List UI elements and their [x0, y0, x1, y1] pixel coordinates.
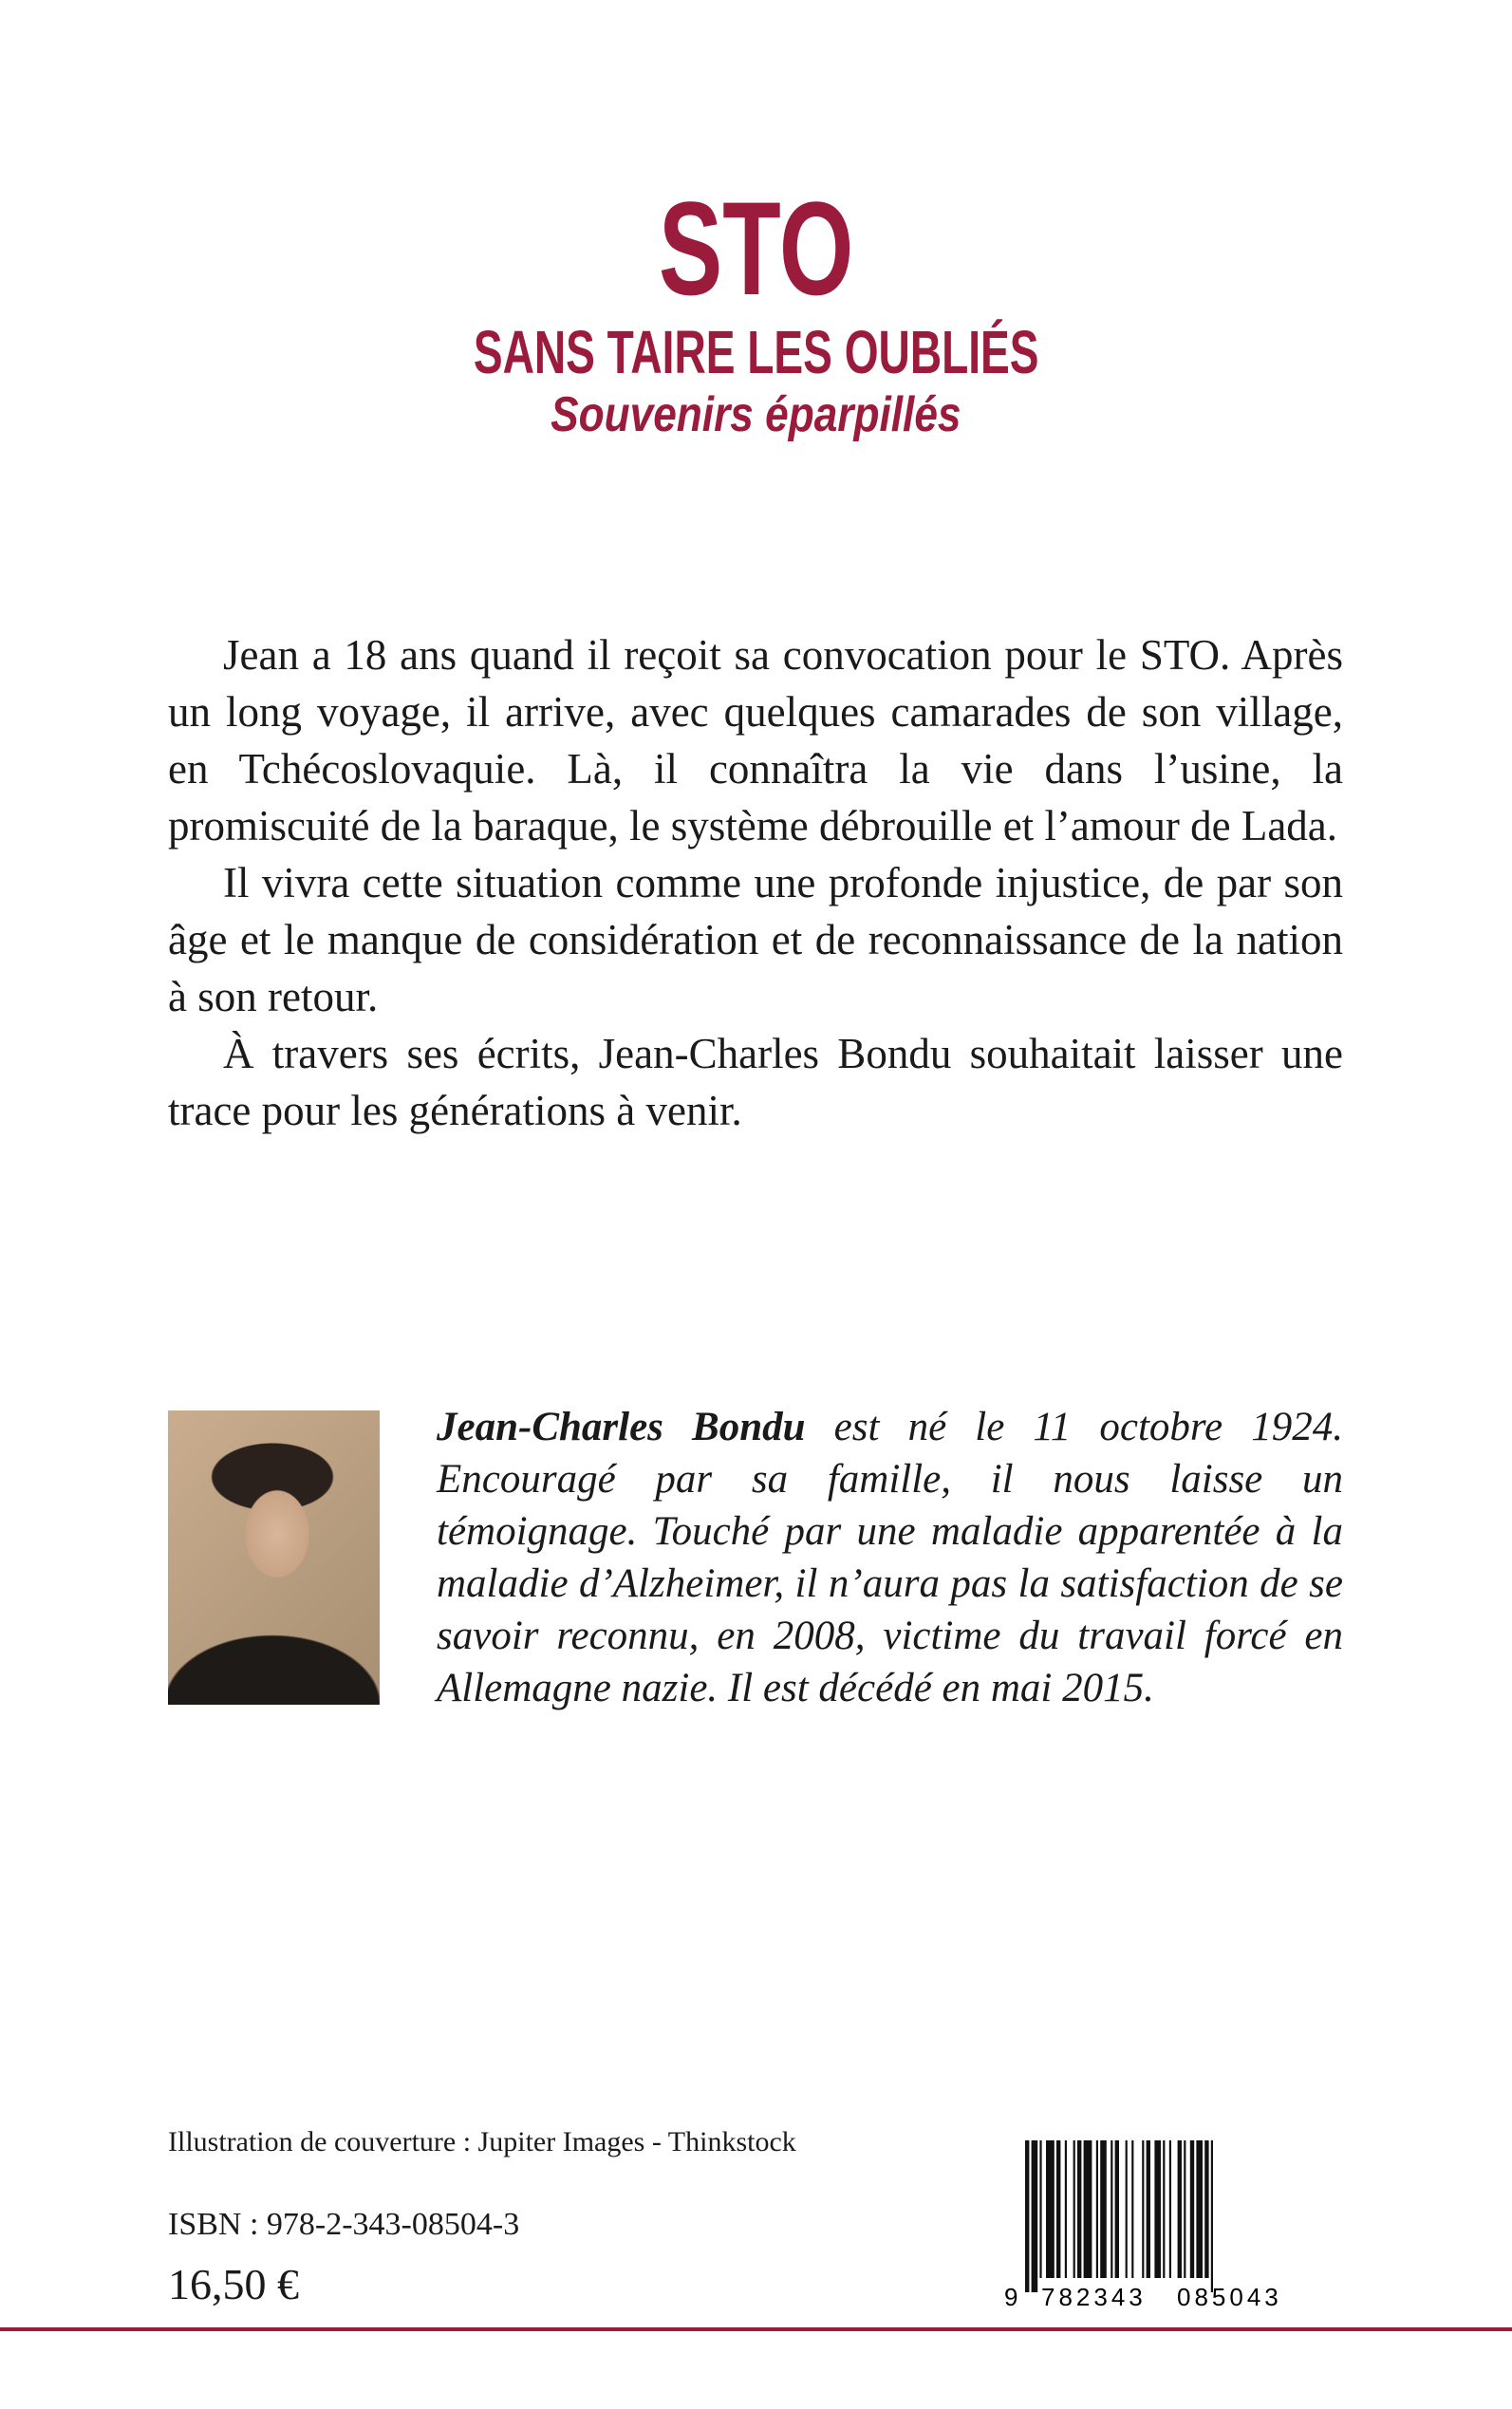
- price: 16,50 €: [168, 2260, 299, 2308]
- barcode-bar: [1204, 2140, 1208, 2278]
- summary-paragraph: À travers ses écrits, Jean-Charles Bondu souhaitait laisser une trace pour les générations à venir.: [168, 1030, 1343, 1134]
- barcode-bar: [1131, 2140, 1133, 2278]
- barcode: [997, 2140, 1329, 2311]
- summary-paragraph: Il vivra cette situation comme une profonde injustice, de par son âge et le manque de considération et de reconnaissance de la nation à son retour.: [168, 859, 1343, 1020]
- barcode-bar: [1211, 2140, 1213, 2292]
- barcode-bar: [1077, 2140, 1081, 2278]
- book-subtitle: SANS TAIRE LES OUBLIÉS: [473, 318, 1039, 386]
- cover-credit: Illustration de couverture : Jupiter Images - Thinkstock: [168, 2126, 796, 2157]
- barcode-digit-lead: 9: [1004, 2283, 1018, 2311]
- barcode-bar: [1190, 2140, 1194, 2278]
- barcode-digits-left: 782343: [1041, 2283, 1147, 2311]
- barcode-bar: [1178, 2140, 1182, 2278]
- barcode-bar: [1169, 2140, 1171, 2278]
- barcode-bar: [1096, 2140, 1098, 2278]
- barcode-bar: [1163, 2140, 1165, 2278]
- barcode-bar: [1025, 2140, 1029, 2292]
- barcode-bar: [1142, 2140, 1144, 2278]
- barcode-digits-right: 085043: [1177, 2283, 1282, 2311]
- barcode-bar: [1115, 2140, 1119, 2278]
- barcode-bar: [1065, 2140, 1067, 2278]
- bottom-rule: [0, 2327, 1512, 2331]
- barcode-bar: [1084, 2140, 1092, 2278]
- barcode-bar: [1184, 2140, 1185, 2278]
- barcode-bar: [1126, 2140, 1128, 2278]
- author-name: Jean-Charles Bondu: [437, 1405, 806, 1449]
- barcode-bar: [1073, 2140, 1075, 2278]
- barcode-bar: [1039, 2140, 1041, 2278]
- summary-paragraph: Jean a 18 ans quand il reçoit sa convocation pour le STO. Après un long voyage, il arrive, avec quelques camarades de son village, en Tchécoslovaquie. Là, il connaîtra la vie dans l’usine, la promiscuité de la baraque, le système débrouille et l’amour de Lada.: [168, 631, 1343, 850]
- book-title: STO: [658, 174, 854, 323]
- barcode-bar: [1154, 2140, 1161, 2278]
- barcode-bar: [1196, 2140, 1203, 2278]
- barcode-bar: [1111, 2140, 1112, 2278]
- barcode-bar: [1056, 2140, 1060, 2278]
- barcode-bar: [1147, 2140, 1150, 2278]
- author-photo: [168, 1410, 380, 1705]
- book-tagline: Souvenirs éparpillés: [551, 387, 961, 442]
- summary-text: [168, 626, 1343, 1139]
- isbn: ISBN : 978-2-343-08504-3: [168, 2207, 520, 2242]
- barcode-bar: [1100, 2140, 1107, 2278]
- author-bio: Jean-Charles Bondu est né le 11 octobre 1924. Encouragé par sa famille, il nous laisse un témoignage. Touché par une maladie apparentée à la maladie d’Alzheimer, il n’aura pas la satisfaction de se savoir reconnu, en 2008, victime du travail forcé en Allemagne nazie. Il est décédé en mai 2015.: [437, 1405, 1343, 1710]
- barcode-bar: [1046, 2140, 1055, 2278]
- barcode-bar: [1032, 2140, 1038, 2292]
